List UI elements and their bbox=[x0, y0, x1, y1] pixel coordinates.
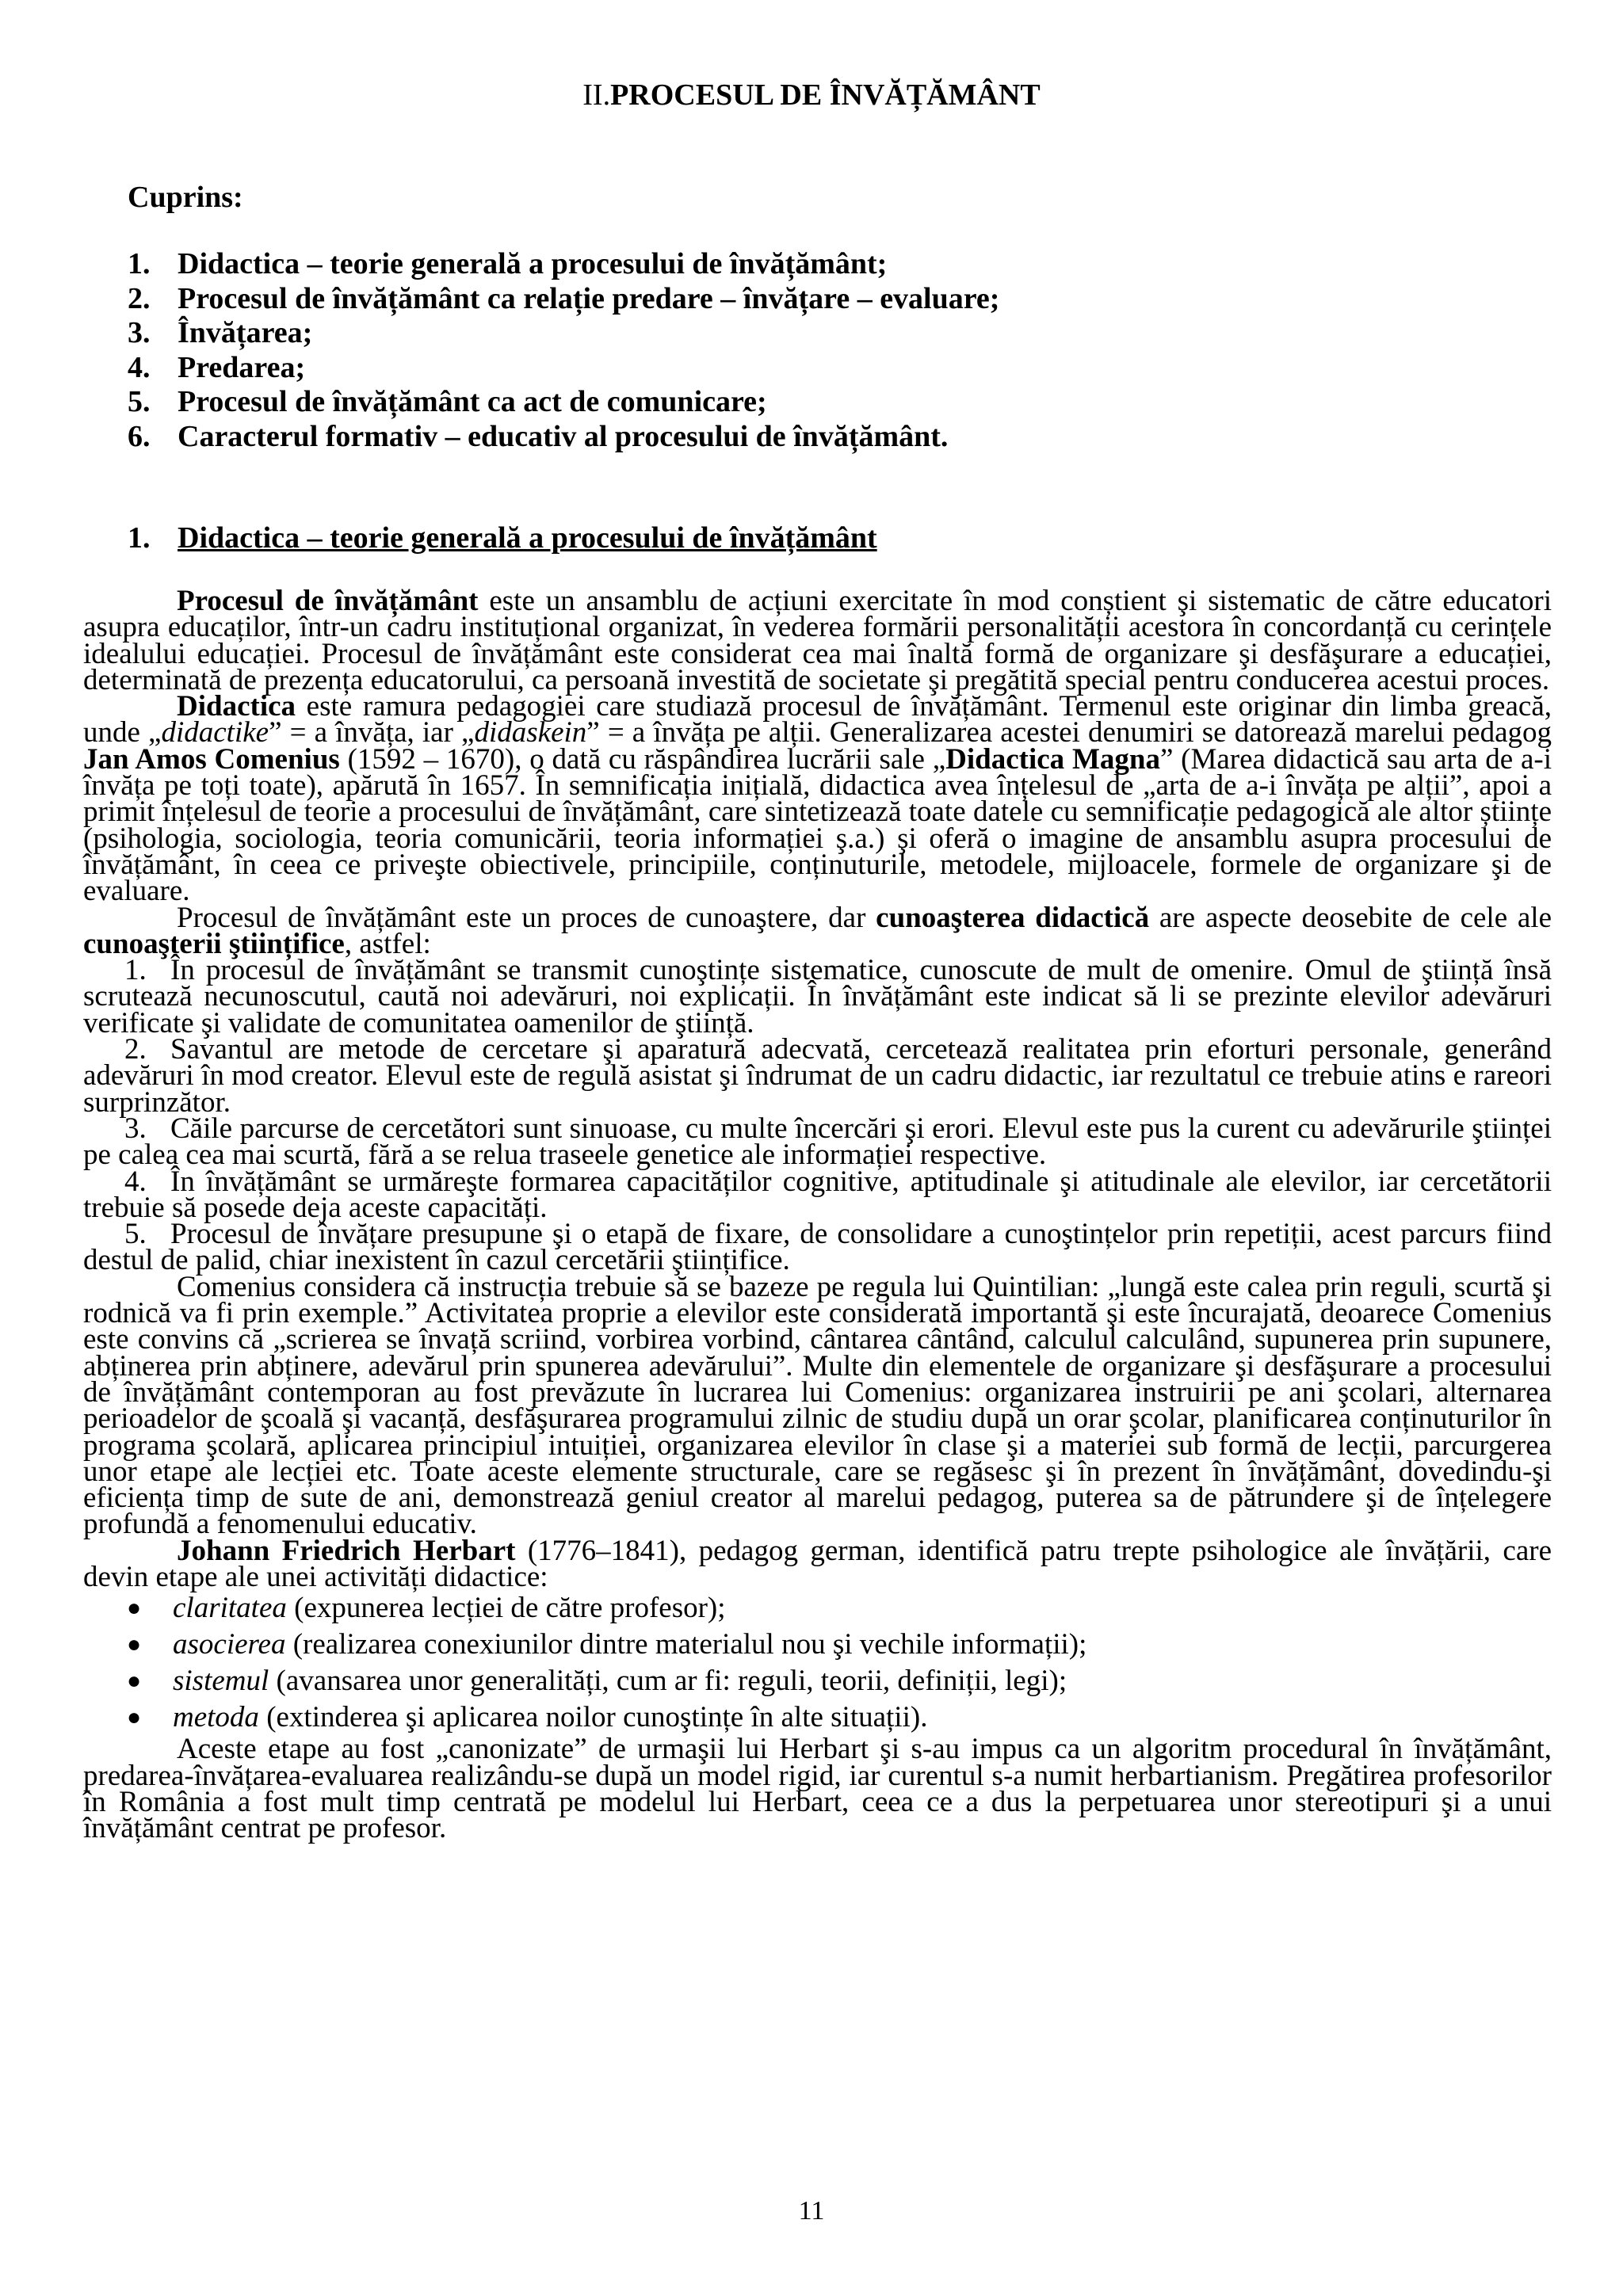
paragraph-text: are aspecte deosebite de cele ale bbox=[1149, 901, 1552, 934]
paragraph bbox=[83, 901, 1552, 960]
contents-item-number: 3. bbox=[128, 316, 151, 349]
term-bold: Jan Amos Comenius bbox=[83, 742, 340, 776]
paragraph-text: este un ansamblu de acțiuni exercitate în mod conștient şi sistematic de către educatori asupra educaților, într-un cadru instituțional organizat, în vederea formării personalității acestora în concordanță cu cerințele idealului educației. Procesul de învățământ este considerat cea mai înaltă formă de organizare şi desfăşurare a educației, determinată de prezența educatorului, ca persoană investită de societate şi pregătită special pentru conducerea acestui proces. bbox=[83, 585, 1552, 696]
numbered-item bbox=[83, 1033, 1552, 1119]
item-text: Savantul are metode de cercetare şi aparatură adecvată, cercetează realitatea prin eforturi personale, generând adevăruri în mod creator. Elevul este de regulă asistat şi îndrumat de un cadru didactic, iar rezultatul ce trebuie atins e rareori surprinzător. bbox=[83, 1033, 1552, 1119]
contents-item bbox=[128, 282, 1514, 317]
term-italic: claritatea bbox=[173, 1592, 287, 1625]
chapter-numeral: II. bbox=[582, 78, 611, 112]
paragraph-text: ” = a învăța pe alții. Generalizarea acestei denumiri se datorează marelui pedagog bbox=[586, 716, 1552, 749]
contents-item-number: 4. bbox=[128, 350, 151, 384]
term-italic: metoda bbox=[173, 1701, 259, 1734]
contents-item-text: Caracterul formativ – educativ al procesului de învățământ. bbox=[178, 419, 949, 453]
chapter-title bbox=[0, 78, 1623, 113]
contents-item bbox=[128, 420, 1514, 455]
bullet-dot-icon: ● bbox=[127, 1668, 142, 1695]
contents-item bbox=[128, 385, 1514, 420]
paragraph-text: este ramura pedagogiei care studiază procesul de învățământ. Termenul este originar din limba greacă, unde „ bbox=[83, 690, 1552, 749]
paragraph-text: (1592 – 1670), o dată cu răspândirea lucrării sale „ bbox=[339, 742, 946, 776]
paragraph-text: (1776–1841), pedagog german, identifică patru trepte psihologice ale învățării, care devin etape ale unei activități didactice: bbox=[83, 1534, 1552, 1593]
chapter-title-text: PROCESUL DE ÎNVĂȚĂMÂNT bbox=[610, 78, 1041, 112]
bullet-dot-icon: ● bbox=[127, 1631, 142, 1658]
contents-list bbox=[128, 247, 1514, 454]
paragraph: Comenius considera că instrucția trebuie să se bazeze pe regula lui Quintilian: „lungă este calea prin reguli, scurtă şi rodnică va fi prin exemple.” Activitatea proprie a elevilor este considerată importantă şi este încurajată, deoarece Comenius este convins că „scrierea se învață scriind, vorbirea vorbind, cântarea cântând, calculul calculând, supunerea prin supunere, abținerea prin abținere, adevărul prin spunerea adevărului”. Multe din elementele de organizare şi desfăşurare a procesului de învățământ contemporan au fost prevăzute în lucrarea lui Comenius: organizarea instruirii pe ani şcolari, alternarea perioadelor de şcoală şi vacanță, desfăşurarea programului zilnic de studiu după un orar şcolar, planificarea conținuturilor în programa şcolară, aplicarea principiul intuiției, organizarea elevilor în clase şi a materiei sub formă de lecții, parcurgerea unor etape ale lecției etc. Toate aceste elemente structurale, care se regăsesc şi în prezent în învățământ, dovedindu-şi eficiența timp de sute de ani, demonstrează geniul creator al marelui pedagog, puterea sa de pătrundere şi de înțelegere profundă a fenomenului educativ. bbox=[83, 1270, 1552, 1541]
contents-item-text: Didactica – teorie generală a procesului de învățământ; bbox=[178, 247, 888, 280]
numbered-item bbox=[83, 954, 1552, 1039]
term-italic: didactike bbox=[161, 716, 269, 749]
contents-item-text: Predarea; bbox=[178, 350, 306, 384]
bullet-dot-icon: ● bbox=[127, 1704, 142, 1731]
contents-item-number: 1. bbox=[128, 247, 151, 280]
section-heading bbox=[128, 520, 877, 556]
paragraph-text: ” (Marea didactică sau arta de a-i învăța pe toți toate), apărută în 1657. În semnificația inițială, didactica avea înțelesul de „arta de a-i învăța pe alții”, apoi a primit înțelesul de teorie a procesului de învățământ, care sintetizează toate datele cu semnificație pedagogică ale altor științe (psihologia, sociologia, teoria comunicării, teoria informației ş.a.) şi oferă o imagine de ansamblu asupra procesului de învățământ, în ceea ce priveşte obiectivele, principiile, conținuturile, metodele, mijloacele, formele de organizare şi de evaluare. bbox=[83, 742, 1552, 908]
term-bold: Procesul de învățământ bbox=[177, 585, 479, 617]
item-number: 4. bbox=[124, 1165, 147, 1198]
term-italic: sistemul bbox=[173, 1665, 269, 1698]
bullet-text: (extinderea şi aplicarea noilor cunoştințe în alte situații). bbox=[258, 1701, 928, 1734]
section-number: 1. bbox=[128, 521, 151, 555]
section-title: Didactica – teorie generală a procesului de învățământ bbox=[178, 521, 877, 555]
contents-item bbox=[128, 351, 1514, 386]
contents-item-number: 2. bbox=[128, 281, 151, 315]
item-text: În procesul de învățământ se transmit cunoştințe sistematice, cunoscute de mult de omenire. Omul de ştiință însă scrutează necunoscutul, caută noi adevăruri, noi explicații. În învățământ este indicat să li se prezinte elevilor adevăruri verificate şi validate de comunitatea oamenilor de ştiință. bbox=[83, 954, 1552, 1039]
term-italic: didaskein bbox=[474, 716, 587, 749]
term-bold: Didactica Magna bbox=[945, 742, 1160, 776]
item-number: 1. bbox=[124, 954, 147, 987]
item-number: 2. bbox=[124, 1033, 147, 1066]
numbered-item bbox=[83, 1165, 1552, 1224]
numbered-item bbox=[83, 1112, 1552, 1172]
bullet-text: (realizarea conexiunilor dintre materialul nou şi vechile informații); bbox=[285, 1628, 1087, 1661]
bullet-text: (avansarea unor generalități, cum ar fi: reguli, teorii, definiții, legi); bbox=[269, 1665, 1067, 1698]
contents-item-text: Procesul de învățământ ca act de comunicare; bbox=[178, 385, 767, 418]
term-italic: asocierea bbox=[173, 1628, 286, 1661]
item-text: Procesul de învățare presupune şi o etapă de fixare, de consolidare a cunoştințelor prin repetiții, acest parcurs fiind destul de palid, chiar inexistent în cazul cercetării ştiințifice. bbox=[83, 1218, 1552, 1277]
paragraph-text: ” = a învăța, iar „ bbox=[269, 716, 475, 749]
item-text: În învățământ se urmăreşte formarea capacităților cognitive, aptitudinale şi atitudinale ale elevilor, iar cercetătorii trebuie să posede deja aceste capacități. bbox=[83, 1165, 1552, 1224]
contents-item-text: Învățarea; bbox=[178, 316, 313, 349]
item-number: 3. bbox=[124, 1112, 147, 1145]
item-text: Căile parcurse de cercetători sunt sinuoase, cu multe încercări şi erori. Elevul este pus la curent cu adevărurile ştiinței pe calea cea mai scurtă, fără a se relua traseele genetice ale informației respective. bbox=[83, 1112, 1552, 1172]
item-number: 5. bbox=[124, 1218, 147, 1251]
bullet-item bbox=[83, 1627, 1552, 1663]
term-bold: cunoaşterii ştiințifice bbox=[83, 927, 345, 960]
bullet-item bbox=[83, 1699, 1552, 1736]
bullet-dot-icon: ● bbox=[127, 1595, 142, 1622]
bullet-text: (expunerea lecției de către profesor); bbox=[286, 1592, 726, 1625]
contents-item bbox=[128, 247, 1514, 282]
term-bold: cunoaşterea didactică bbox=[876, 901, 1150, 934]
term-bold: Johann Friedrich Herbart bbox=[177, 1534, 516, 1567]
contents-item-number: 5. bbox=[128, 385, 151, 418]
bullet-item bbox=[83, 1590, 1552, 1627]
bullet-list bbox=[83, 1590, 1552, 1736]
paragraph bbox=[83, 585, 1552, 696]
paragraph-text: Procesul de învățământ este un proces de cunoaştere, dar bbox=[177, 901, 876, 934]
page-number: 11 bbox=[798, 2196, 825, 2225]
contents-item-text: Procesul de învățământ ca relație predare – învățare – evaluare; bbox=[178, 281, 1000, 315]
contents-item bbox=[128, 316, 1514, 351]
contents-heading: Cuprins: bbox=[128, 181, 243, 214]
term-bold: Didactica bbox=[177, 690, 296, 723]
section-body bbox=[83, 585, 1552, 1845]
numbered-item bbox=[83, 1218, 1552, 1277]
paragraph: Aceste etape au fost „canonizate” de urmaşii lui Herbart şi s-au impus ca un algoritm procedural în învățământ, predarea-învățarea-evaluarea realizându-se după un model rigid, iar curentul s-a numit herbartianism. Pregătirea profesorilor în România a fost mult timp centrată pe modelul lui Herbart, ceea ce a dus la perpetuarea unor stereotipuri şi a unui învățământ centrat pe profesor. bbox=[83, 1733, 1552, 1845]
paragraph-text: , astfel: bbox=[344, 927, 431, 960]
paragraph bbox=[83, 1534, 1552, 1593]
bullet-item bbox=[83, 1663, 1552, 1699]
paragraph bbox=[83, 690, 1552, 908]
contents-item-number: 6. bbox=[128, 419, 151, 453]
